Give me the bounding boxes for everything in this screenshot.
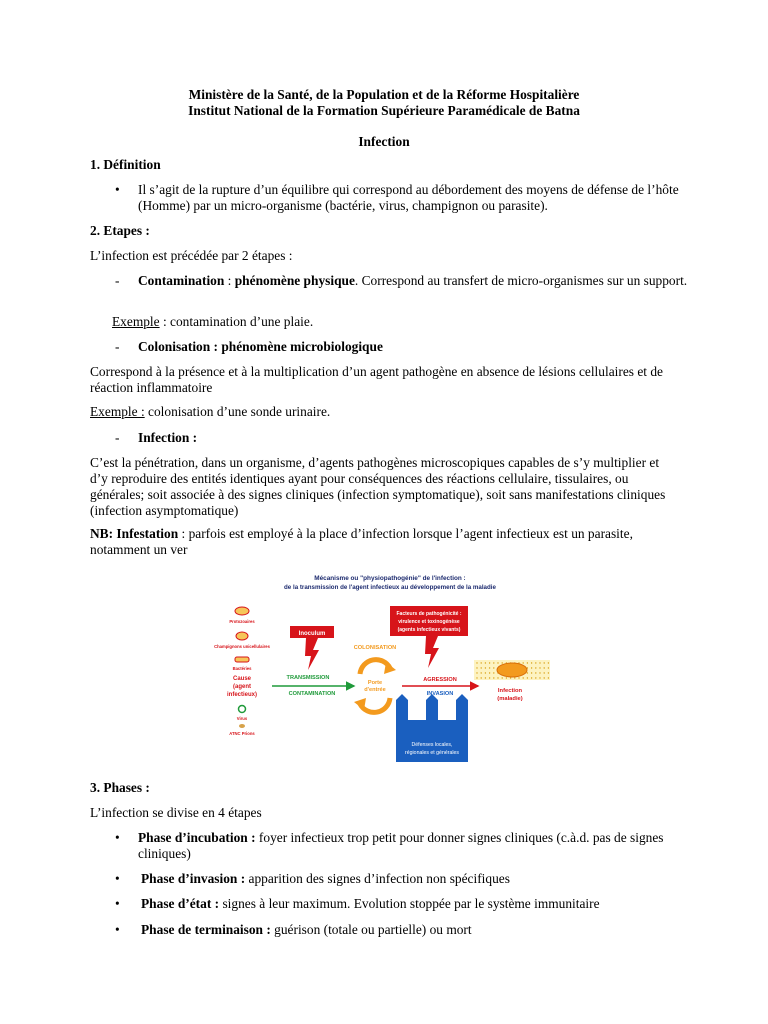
- cause-label: Cause: [232, 676, 252, 682]
- bullet: •: [115, 182, 120, 197]
- maladie-dot: [510, 677, 511, 678]
- maladie-dot: [527, 672, 528, 673]
- phase-term: Phase d’invasion :: [141, 871, 246, 886]
- contamination-nature: phénomène physique: [234, 273, 355, 288]
- maladie-dot: [544, 667, 545, 668]
- inoculum-label: Inoculum: [298, 631, 326, 637]
- maladie-dot: [497, 677, 498, 678]
- protozoaires-label: Protozoaires: [229, 619, 255, 624]
- maladie-dot: [506, 677, 507, 678]
- maladie-dot: [476, 677, 477, 678]
- infection-mechanism-diagram: [214, 572, 560, 772]
- transmission-label: TRANSMISSION: [286, 675, 330, 681]
- dash: -: [115, 430, 120, 445]
- facteurs-label: virulence et toxinogénèse: [398, 619, 460, 625]
- bullet: •: [115, 871, 120, 886]
- atnc-label: ATNC Prions: [229, 731, 255, 736]
- maladie-dot: [497, 662, 498, 663]
- document-title: Infection: [358, 134, 410, 149]
- maladie-dot: [527, 662, 528, 663]
- contamination-item: [138, 273, 698, 289]
- nb-note: [90, 526, 675, 558]
- maladie-dot: [493, 677, 494, 678]
- maladie-dot: [548, 662, 549, 663]
- maladie-label: Infection: [497, 688, 523, 694]
- phase-text: guérison (totale ou partielle) ou mort: [270, 922, 472, 937]
- bacteries-label: Bactéries: [232, 666, 252, 671]
- virus-icon: [239, 706, 246, 713]
- maladie-dot: [539, 672, 540, 673]
- phase-etat: [141, 896, 701, 912]
- champignon-icon: [236, 632, 248, 640]
- prion-icon: [239, 724, 245, 728]
- maladie-dot: [531, 667, 532, 668]
- maladie-dot: [489, 672, 490, 673]
- defenses-label: régionales et générales: [405, 750, 459, 756]
- maladie-dot: [535, 677, 536, 678]
- colonisation-label: COLONISATION: [353, 645, 397, 651]
- section-3-heading: 3. Phases :: [90, 780, 150, 795]
- maladie-dot: [481, 677, 482, 678]
- bullet: •: [115, 922, 120, 937]
- phase-text: apparition des signes d’infection non spécifiques: [245, 871, 510, 886]
- facteurs-label: Facteurs de pathogénicité :: [396, 611, 462, 617]
- etapes-intro: L’infection est précédée par 2 étapes :: [90, 248, 293, 263]
- maladie-focus-icon: [497, 663, 527, 677]
- nb-text: : parfois est employé à la place d’infection lorsque l’agent infectieux est un parasite, notamment un ver: [90, 526, 633, 557]
- example-text: colonisation d’une sonde urinaire.: [144, 404, 331, 419]
- ministry-line: Ministère de la Santé, de la Population et de la Réforme Hospitalière: [188, 87, 580, 102]
- maladie-dot: [548, 667, 549, 668]
- maladie-dot: [481, 672, 482, 673]
- maladie-dot: [485, 672, 486, 673]
- maladie-dot: [481, 667, 482, 668]
- colonisation-example: [90, 404, 690, 420]
- maladie-dot: [539, 667, 540, 668]
- maladie-dot: [481, 662, 482, 663]
- facteurs-bolt-icon: [425, 636, 439, 668]
- cause-label: infectieux): [226, 692, 258, 698]
- maladie-dot: [527, 677, 528, 678]
- invasion-label: INVASION: [426, 691, 454, 697]
- maladie-dot: [476, 667, 477, 668]
- maladie-dot: [476, 662, 477, 663]
- maladie-label: (maladie): [497, 696, 523, 702]
- maladie-dot: [502, 677, 503, 678]
- champignons-label: Champignons unicellulaires: [214, 644, 270, 649]
- infection-desc: C’est la pénétration, dans un organisme, d’agents pathogènes microscopiques capables de s’y multiplier et d’y reproduire des entités identiques ayant pour conséquences des réactions cellulaire, tissulaires, ou générales; soit associée à des signes cliniques (infection symptomatique), soit sans manifestations cliniques (infection asymptomatique): [90, 455, 666, 518]
- phase-terminaison: [141, 922, 701, 938]
- colonisation-term: Colonisation : phénomène microbiologique: [138, 339, 383, 354]
- maladie-dot: [485, 667, 486, 668]
- phase-term: Phase d’état :: [141, 896, 220, 911]
- maladie-dot: [489, 677, 490, 678]
- maladie-dot: [518, 677, 519, 678]
- infection-term: Infection :: [138, 430, 198, 445]
- dash: -: [115, 339, 120, 354]
- contamination-example: [112, 314, 712, 330]
- contamination-label: CONTAMINATION: [288, 691, 336, 697]
- phase-term: Phase de terminaison :: [141, 922, 271, 937]
- maladie-dot: [535, 662, 536, 663]
- maladie-dot: [531, 662, 532, 663]
- maladie-dot: [544, 662, 545, 663]
- maladie-dot: [523, 677, 524, 678]
- cause-label: (agent: [233, 684, 251, 690]
- institute-line: Institut National de la Formation Supérieure Paramédicale de Batna: [188, 103, 580, 118]
- maladie-dot: [493, 662, 494, 663]
- colonisation-desc: Correspond à la présence et à la multiplication d’un agent pathogène en absence de lésions cellulaires et de réaction inflammatoire: [90, 364, 663, 395]
- defenses-label: Défenses locales,: [411, 742, 453, 748]
- dash: -: [115, 273, 120, 288]
- porte-label: d'entrée: [364, 687, 386, 693]
- maladie-dot: [514, 677, 515, 678]
- maladie-dot: [544, 672, 545, 673]
- facteurs-label: (agents infectieux vivants): [397, 627, 461, 633]
- contamination-term: Contamination: [138, 273, 225, 288]
- maladie-dot: [531, 677, 532, 678]
- agression-label: AGRESSION: [423, 677, 457, 683]
- maladie-dot: [535, 667, 536, 668]
- contamination-desc: . Correspond au transfert de micro-organismes sur un support.: [354, 273, 688, 288]
- protozoaires-icon: [235, 607, 249, 615]
- maladie-dot: [493, 667, 494, 668]
- phases-intro: L’infection se divise en 4 étapes: [90, 805, 262, 820]
- maladie-dot: [489, 662, 490, 663]
- section-2-heading: 2. Etapes :: [90, 223, 150, 238]
- contamination-sep: :: [224, 273, 235, 288]
- virus-label: Virus: [236, 716, 248, 721]
- maladie-dot: [523, 662, 524, 663]
- maladie-dot: [493, 672, 494, 673]
- definition-text: Il s’agit de la rupture d’un équilibre qui correspond au débordement des moyens de défense de l’hôte (Homme) par un micro-organisme (bactérie, virus, champignon ou parasite).: [138, 182, 679, 213]
- bullet: •: [115, 896, 120, 911]
- maladie-dot: [502, 662, 503, 663]
- maladie-dot: [485, 677, 486, 678]
- phase-incubation: [138, 830, 683, 862]
- phase-term: Phase d’incubation :: [138, 830, 256, 845]
- diagram-title-1: Mécanisme ou "physiopathogénie" de l'infection :: [314, 575, 466, 582]
- maladie-dot: [548, 672, 549, 673]
- maladie-dot: [539, 662, 540, 663]
- maladie-dot: [531, 672, 532, 673]
- phase-text: foyer infectieux trop petit pour donner signes cliniques (c.à.d. pas de signes cliniques): [138, 830, 664, 861]
- inoculum-bolt-icon: [305, 638, 319, 670]
- bullet: •: [115, 830, 120, 845]
- phase-text: signes à leur maximum. Evolution stoppée par le système immunitaire: [219, 896, 600, 911]
- maladie-dot: [476, 672, 477, 673]
- diagram-title-2: de la transmission de l'agent infectieux au développement de la maladie: [284, 584, 496, 591]
- section-1-heading: 1. Définition: [90, 157, 161, 172]
- maladie-dot: [544, 677, 545, 678]
- example-label: Exemple: [112, 314, 160, 329]
- example-text: : contamination d’une plaie.: [159, 314, 314, 329]
- nb-label: NB: Infestation: [90, 526, 179, 541]
- maladie-dot: [535, 672, 536, 673]
- maladie-dot: [489, 667, 490, 668]
- maladie-dot: [548, 677, 549, 678]
- phase-invasion: [141, 871, 701, 887]
- porte-label: Porte: [367, 680, 383, 686]
- maladie-dot: [539, 677, 540, 678]
- bacterie-icon: [235, 657, 249, 662]
- maladie-dot: [485, 662, 486, 663]
- example-label: Exemple :: [90, 404, 145, 419]
